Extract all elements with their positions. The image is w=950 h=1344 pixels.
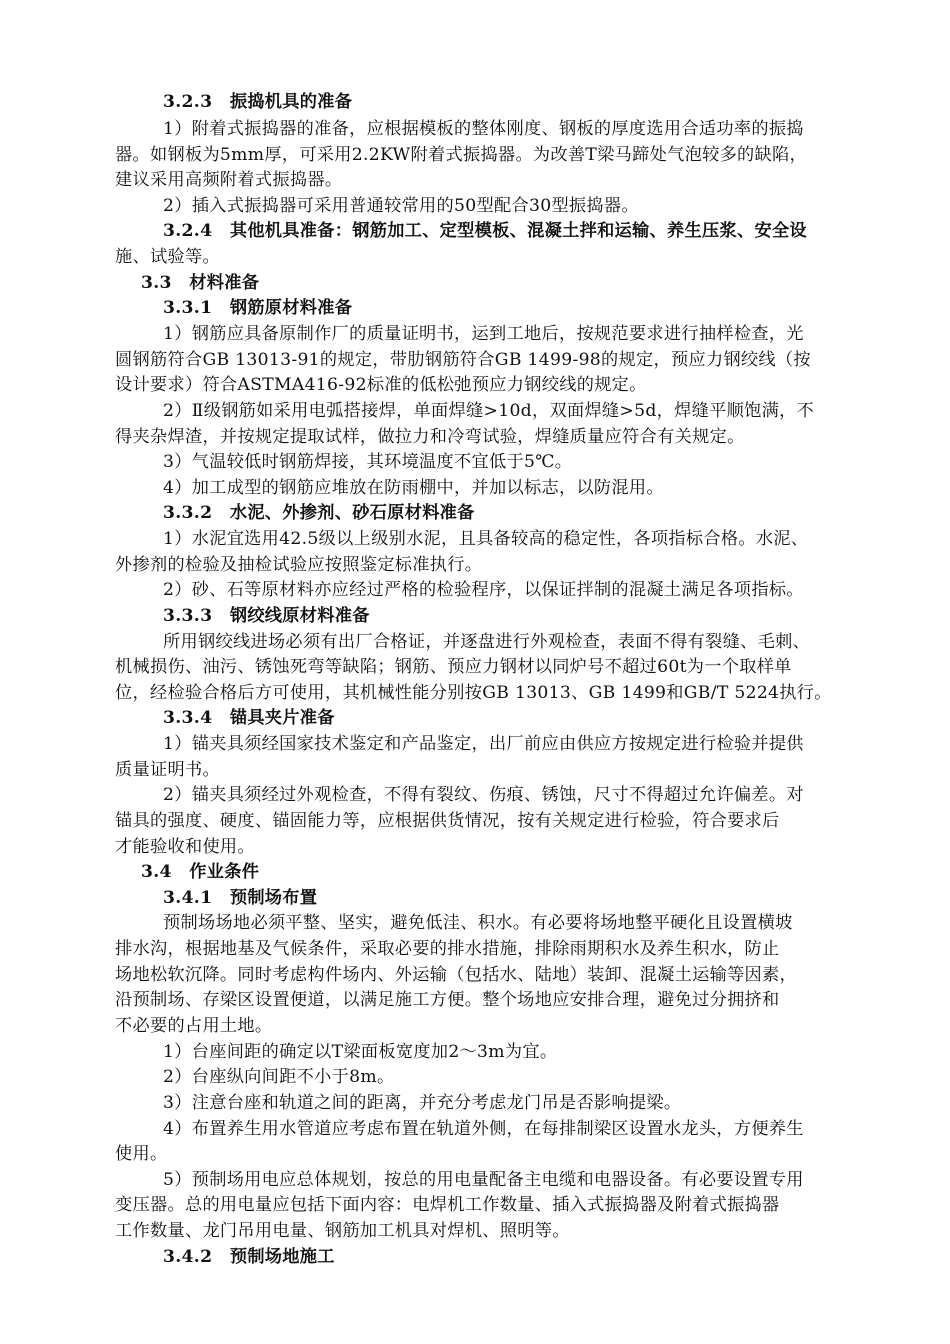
- paragraph-line: 2）锚夹具须经过外观检查，不得有裂纹、伤痕、锈蚀，尺寸不得超过允许偏差。对: [163, 785, 804, 805]
- paragraph-line: 锚具的强度、硬度、锚固能力等，应根据供货情况，按有关规定进行检验，符合要求后: [115, 811, 780, 831]
- paragraph-line: 2）插入式振捣器可采用普通较常用的50型配合30型振捣器。: [163, 196, 639, 216]
- paragraph-line: 5）预制场用电应总体规划，按总的用电量配备主电缆和电器设备。有必要设置专用: [163, 1170, 804, 1190]
- paragraph-line: 变压器。总的用电量应包括下面内容：电焊机工作数量、插入式振捣器及附着式振捣器: [115, 1195, 780, 1215]
- paragraph-line: 2）砂、石等原材料亦应经过严格的检验程序，以保证拌制的混凝土满足各项指标。: [163, 580, 804, 600]
- paragraph-line: 场地松软沉降。同时考虑构件场内、外运输（包括水、陆地）装卸、混凝土运输等因素，: [115, 965, 798, 985]
- paragraph-line: 4）布置养生用水管道应考虑布置在轨道外侧，在每排制梁区设置水龙头，方便养生: [163, 1119, 804, 1139]
- heading-3-4: 3.4 作业条件: [141, 862, 260, 882]
- paragraph-line: 建议采用高频附着式振捣器。: [115, 170, 343, 190]
- paragraph-line: 3）气温较低时钢筋焊接，其环境温度不宜低于5℃。: [163, 452, 573, 472]
- paragraph-line: 排水沟，根据地基及气候条件，采取必要的排水措施，排除雨期积水及养生积水，防止: [115, 939, 780, 959]
- paragraph-line: 器。如钢板为5mm厚，可采用2.2KW附着式振捣器。为改善T梁马蹄处气泡较多的缺陷，: [115, 145, 808, 165]
- heading-3-3-2: 3.3.2 水泥、外掺剂、砂石原材料准备: [163, 503, 475, 523]
- paragraph-line: 工作数量、龙门吊用电量、钢筋加工机具对焊机、照明等。: [115, 1221, 570, 1241]
- paragraph-line: 所用钢绞线进场必须有出厂合格证，并逐盘进行外观检查，表面不得有裂缝、毛刺、: [163, 632, 811, 652]
- paragraph-line: 才能验收和使用。: [115, 837, 255, 857]
- heading-3-4-2: 3.4.2 预制场地施工: [163, 1247, 335, 1267]
- paragraph-line: 机械损伤、油污、锈蚀死弯等缺陷；钢筋、预应力钢材以同炉号不超过60t为一个取样单: [115, 657, 792, 677]
- paragraph-line: 1）钢筋应具备原制作厂的质量证明书，运到工地后，按规范要求进行抽样检查，光: [163, 324, 804, 344]
- paragraph-line: 预制场场地必须平整、坚实，避免低洼、积水。有必要将场地整平硬化且设置横坡: [163, 913, 793, 933]
- paragraph-line: 4）加工成型的钢筋应堆放在防雨棚中，并加以标志，以防混用。: [163, 478, 664, 498]
- paragraph-line: 得夹杂焊渣，并按规定提取试样，做拉力和冷弯试验，焊缝质量应符合有关规定。: [115, 427, 745, 447]
- paragraph-line: 3）注意台座和轨道之间的距离，并充分考虑龙门吊是否影响提梁。: [163, 1093, 682, 1113]
- paragraph-line: 使用。: [115, 1144, 168, 1164]
- heading-3-3-4: 3.3.4 锚具夹片准备: [163, 708, 335, 728]
- heading-3-2-3: 3.2.3 振捣机具的准备: [163, 92, 353, 112]
- paragraph-line: 沿预制场、存梁区设置便道，以满足施工方便。整个场地应安排合理，避免过分拥挤和: [115, 990, 780, 1010]
- paragraph-line: 质量证明书。: [115, 760, 220, 780]
- paragraph-line: 1）水泥宜选用42.5级以上级别水泥，且具备较高的稳定性，各项指标合格。水泥、: [163, 529, 809, 549]
- paragraph-line: 2）Ⅱ级钢筋如采用电弧搭接焊，单面焊缝>10d，双面焊缝>5d，焊缝平顺饱满，不: [163, 401, 815, 421]
- paragraph-line: 1）锚夹具须经国家技术鉴定和产品鉴定，出厂前应由供应方按规定进行检验并提供: [163, 734, 804, 754]
- heading-3-2-4: 3.2.4 其他机具准备：钢筋加工、定型模板、混凝土拌和运输、养生压浆、安全设: [163, 221, 807, 241]
- paragraph-line: 不必要的占用土地。: [115, 1016, 273, 1036]
- paragraph-line: 设计要求）符合ASTMA416-92标准的低松弛预应力钢绞线的规定。: [115, 375, 647, 395]
- paragraph-line: 1）附着式振捣器的准备，应根据模板的整体刚度、钢板的厚度选用合适功率的振捣: [163, 119, 804, 139]
- heading-3-3: 3.3 材料准备: [141, 273, 260, 293]
- heading-3-3-3: 3.3.3 钢绞线原材料准备: [163, 606, 370, 626]
- paragraph-line: 圆钢筋符合GB 13013-91的规定，带肋钢筋符合GB 1499-98的规定，预应力钢绞线（按: [115, 350, 811, 370]
- heading-3-3-1: 3.3.1 钢筋原材料准备: [163, 298, 353, 318]
- paragraph-line: 2）台座纵向间距不小于8m。: [163, 1067, 395, 1087]
- paragraph-line: 施、试验等。: [115, 247, 220, 267]
- heading-3-4-1: 3.4.1 预制场布置: [163, 888, 318, 908]
- paragraph-line: 位，经检验合格后方可使用，其机械性能分别按GB 13013、GB 1499和GB/T 5224执行。: [115, 683, 832, 703]
- paragraph-line: 外掺剂的检验及抽检试验应按照鉴定标准执行。: [115, 555, 483, 575]
- paragraph-line: 1）台座间距的确定以T梁面板宽度加2～3m为宜。: [163, 1042, 558, 1062]
